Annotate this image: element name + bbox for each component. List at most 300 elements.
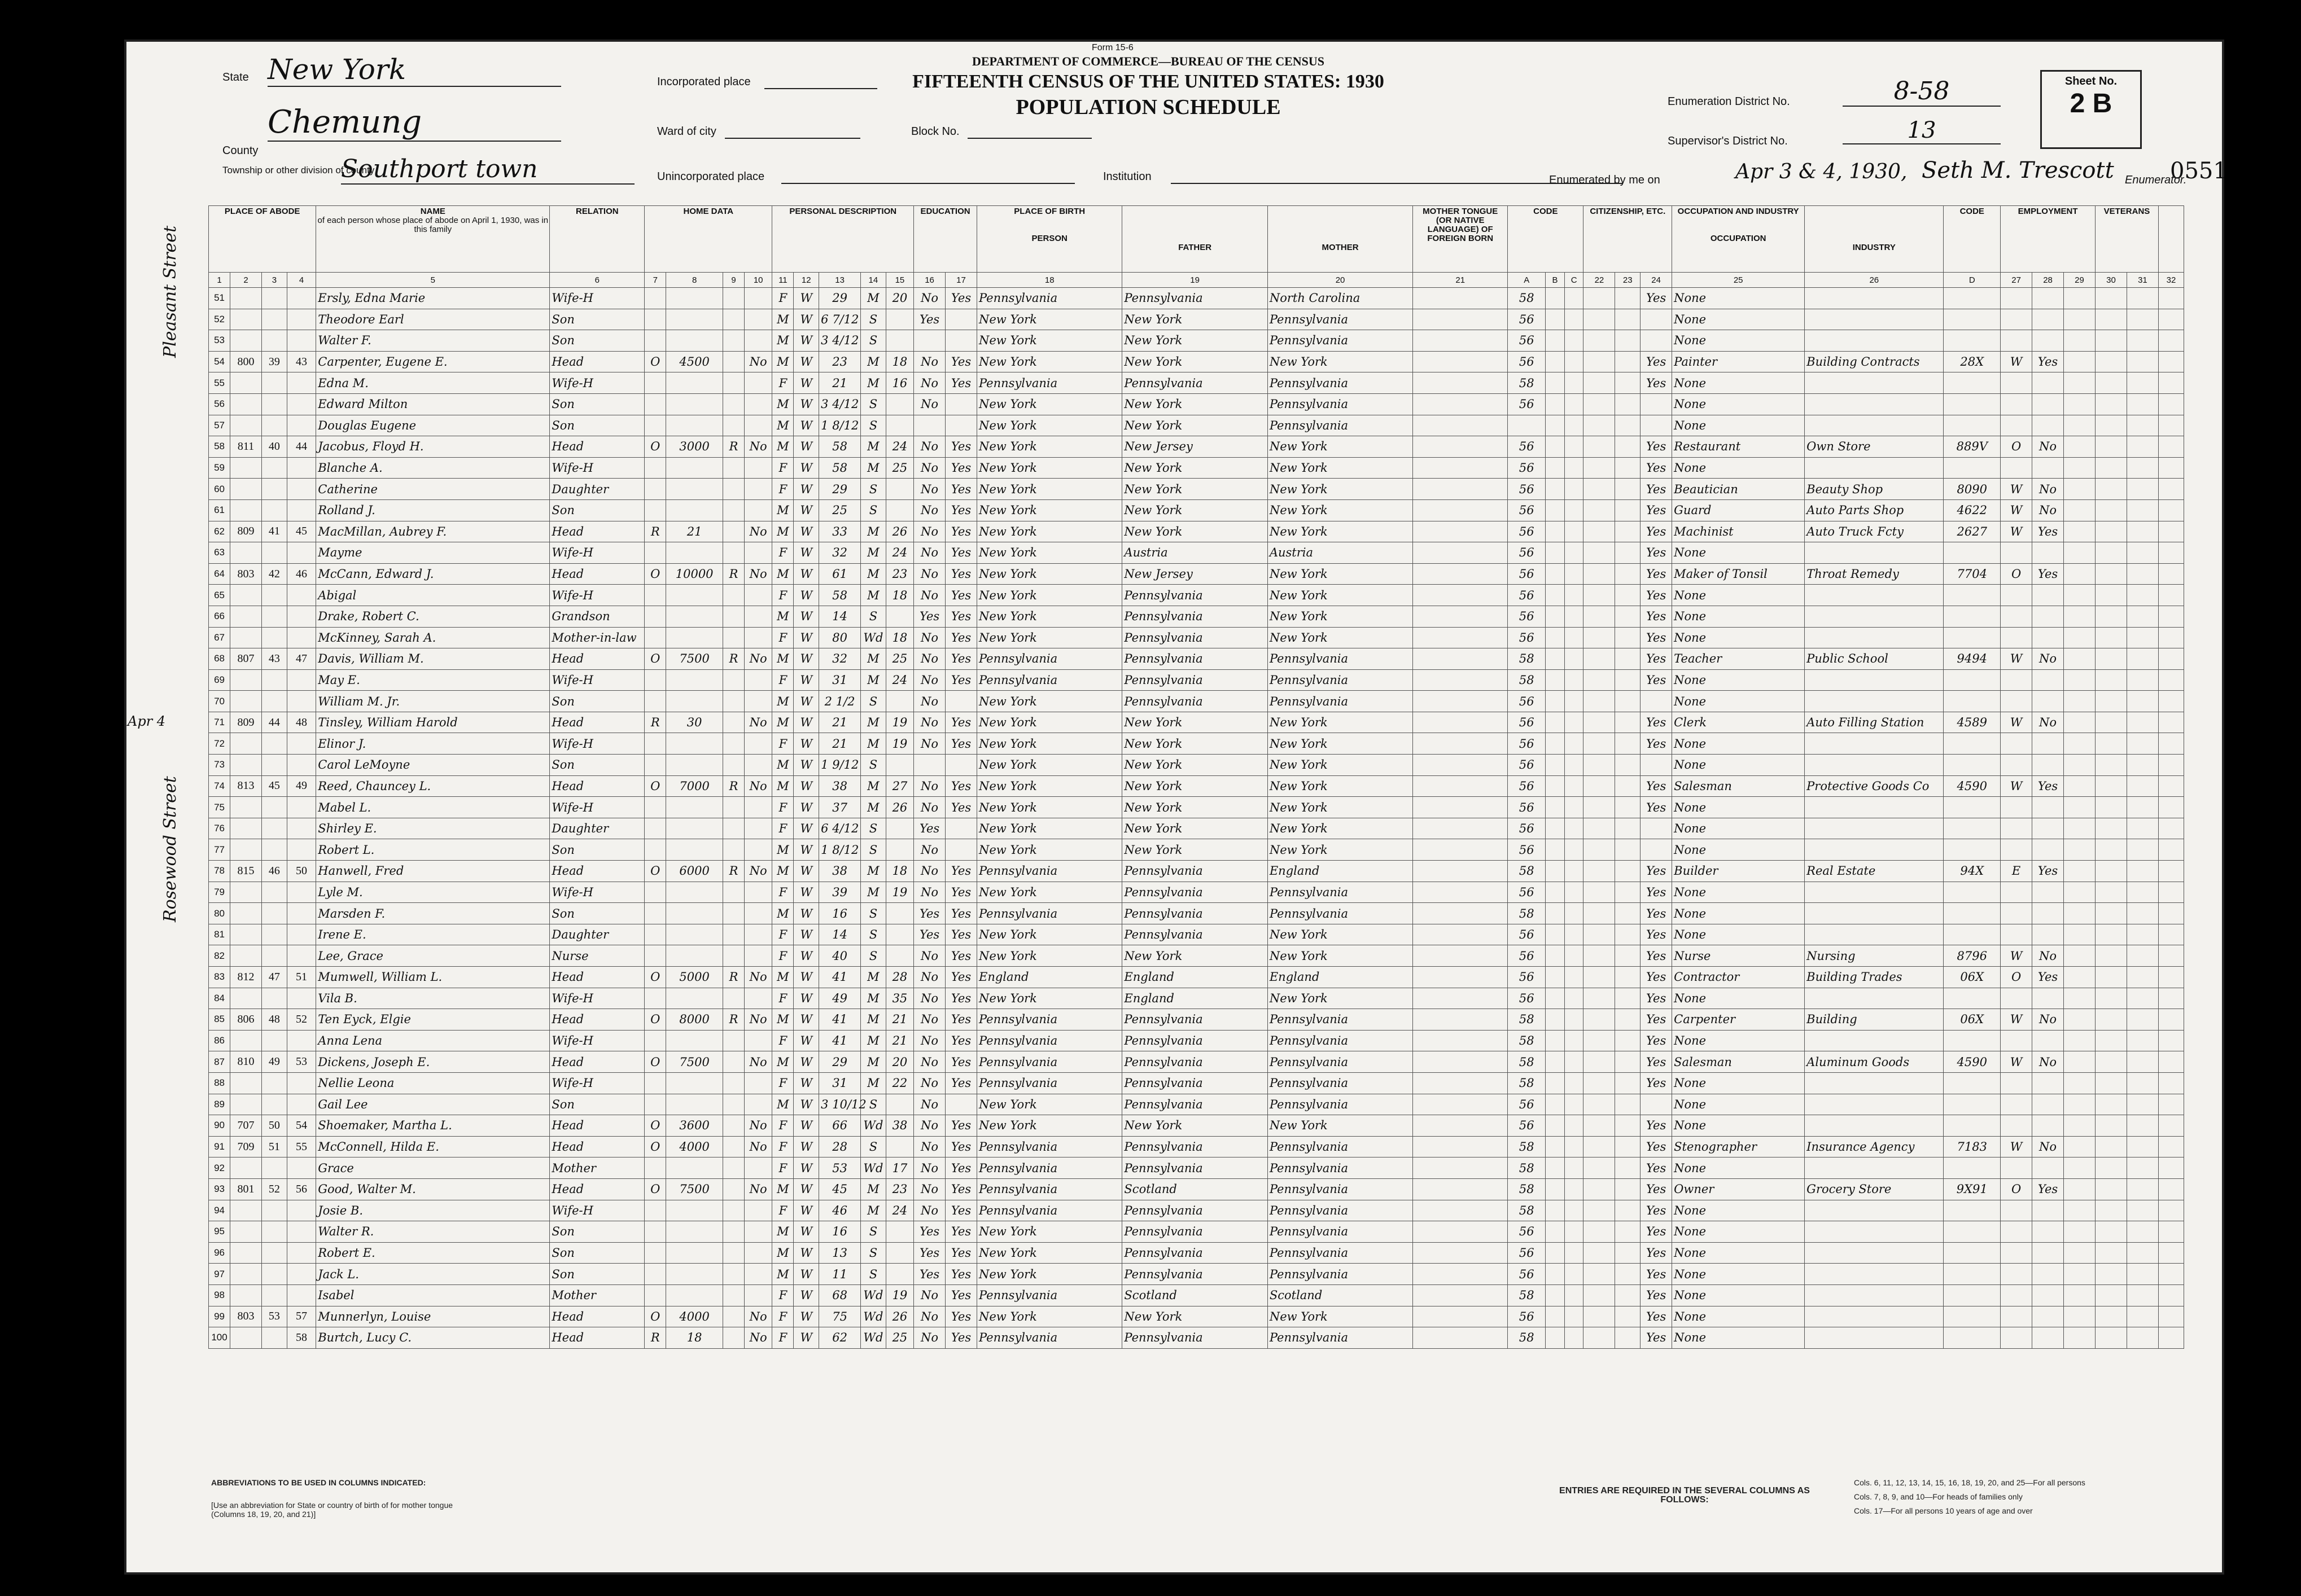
sex-cell: F [772,542,794,564]
column-number: 25 [1672,273,1805,288]
abbrev-note: [Use an abbreviation for State or country of birth of for mother tongue (Columns 18, 19, 20, and 21)] [211,1501,453,1519]
at-work-cell [2032,797,2064,818]
veteran-cell [2096,330,2127,352]
table-row [209,839,2184,861]
race-cell: W [794,1264,819,1285]
home-value-cell [666,945,723,967]
farm-schedule-cell [2158,1306,2184,1327]
age-cell: 53 [819,1157,861,1179]
house-number-cell: 809 [230,521,262,542]
industry-cell: Grocery Store [1805,1178,1944,1200]
birthplace-mother-cell: Scotland [1267,1284,1412,1306]
birthplace-father-cell: Pennsylvania [1122,1221,1267,1243]
industry-cell [1805,1115,1944,1137]
home-owned-cell [645,627,666,648]
immigration-year-cell [1583,542,1615,564]
marital-status-cell: S [861,755,886,776]
school-attendance-cell: Yes [914,1221,946,1243]
birthplace-father-cell: New York [1122,457,1267,479]
dwelling-number-cell [262,393,287,415]
birthplace-mother-cell: New York [1267,436,1412,458]
unemployment-cell [2064,1115,2096,1137]
immigration-year-cell [1583,839,1615,861]
line-number: 77 [209,839,230,861]
code-b-cell [1546,1306,1565,1327]
read-write-cell: Yes [946,1136,977,1157]
veteran-cell [2096,945,2127,967]
race-cell: W [794,1200,819,1221]
age-at-marriage-cell: 19 [886,712,913,733]
speaks-english-cell: Yes [1641,351,1672,372]
sex-cell: F [772,945,794,967]
naturalization-cell [1615,1284,1641,1306]
veteran-cell [2096,1136,2127,1157]
marital-status-cell: M [861,288,886,309]
birthplace-father-cell: New York [1122,755,1267,776]
mother-tongue-cell [1413,563,1508,585]
employment-header: EMPLOYMENT [2001,206,2096,273]
occupation-code-cell [1944,988,2001,1009]
age-cell: 41 [819,1009,861,1031]
column-number: 23 [1615,273,1641,288]
dwelling-number-cell [262,1030,287,1051]
birthplace-mother-cell: Pennsylvania [1267,1242,1412,1264]
birthplace-mother-cell: New York [1267,988,1412,1009]
table-row [209,988,2184,1009]
birthplace-person-cell: Pennsylvania [977,372,1122,394]
occupation-code-cell [1944,542,2001,564]
family-number-cell [287,903,316,924]
veteran-cell [2096,924,2127,945]
marital-status-cell: M [861,1009,886,1031]
table-row [209,436,2184,458]
immigration-year-cell [1583,457,1615,479]
age-at-marriage-cell [886,945,913,967]
code-c-cell [1564,1200,1583,1221]
person-name-cell: Shirley E. [316,818,550,839]
house-number-cell [230,1284,262,1306]
farm-schedule-cell [2158,818,2184,839]
school-attendance-cell: No [914,967,946,988]
farm-cell: No [745,351,772,372]
code-c-cell [1564,585,1583,606]
dwelling-number-cell [262,1242,287,1264]
birthplace-mother-cell: New York [1267,585,1412,606]
age-cell: 38 [819,775,861,797]
immigration-year-cell [1583,775,1615,797]
speaks-english-cell [1641,330,1672,352]
farm-cell [745,903,772,924]
war-cell [2127,1306,2158,1327]
occupation-cell: None [1672,1221,1805,1243]
radio-cell [723,1200,745,1221]
home-value-cell [666,1157,723,1179]
home-value-cell [666,818,723,839]
person-name-cell: Burtch, Lucy C. [316,1327,550,1349]
class-of-worker-cell [2001,1030,2032,1051]
occupation-code-cell [1944,839,2001,861]
war-cell [2127,1200,2158,1221]
veteran-cell [2096,1242,2127,1264]
sex-cell: F [772,479,794,500]
birthplace-person-cell: New York [977,1115,1122,1137]
house-number-cell: 811 [230,436,262,458]
age-cell: 29 [819,1051,861,1073]
radio-cell: R [723,1009,745,1031]
line-number: 65 [209,585,230,606]
farm-cell [745,1264,772,1285]
family-number-cell [287,457,316,479]
code-c-cell [1564,563,1583,585]
home-owned-cell: R [645,521,666,542]
age-cell: 37 [819,797,861,818]
house-number-cell: 800 [230,351,262,372]
class-of-worker-cell [2001,372,2032,394]
occupation-code-cell: 2627 [1944,521,2001,542]
birthplace-mother-cell: Pennsylvania [1267,1200,1412,1221]
speaks-english-cell [1641,393,1672,415]
table-row [209,521,2184,542]
occupation-code-cell: 28X [1944,351,2001,372]
birthplace-mother-cell: New York [1267,479,1412,500]
radio-cell [723,669,745,691]
marital-status-cell: S [861,309,886,330]
code-b-cell [1546,1327,1565,1349]
birthplace-person-cell: Pennsylvania [977,903,1122,924]
code-a-cell: 58 [1508,669,1546,691]
read-write-cell: Yes [946,499,977,521]
at-work-cell [2032,1221,2064,1243]
unemployment-cell [2064,882,2096,903]
read-write-cell: Yes [946,1115,977,1137]
home-owned-cell: O [645,1306,666,1327]
immigration-year-cell [1583,1306,1615,1327]
line-number: 55 [209,372,230,394]
war-cell [2127,669,2158,691]
birthplace-mother-cell: Pennsylvania [1267,691,1412,712]
family-number-cell [287,797,316,818]
industry-cell [1805,1157,1944,1179]
home-value-cell [666,797,723,818]
relation-cell: Wife-H [550,372,645,394]
race-cell: W [794,415,819,436]
race-cell: W [794,755,819,776]
war-cell [2127,1178,2158,1200]
unemployment-cell [2064,924,2096,945]
industry-cell [1805,309,1944,330]
mother-tongue-cell [1413,1327,1508,1349]
home-value-cell: 10000 [666,563,723,585]
line-number: 52 [209,309,230,330]
code-c-cell [1564,669,1583,691]
relation-cell: Wife-H [550,797,645,818]
line-number: 85 [209,1009,230,1031]
mother-tongue-cell [1413,521,1508,542]
marital-status-cell: M [861,861,886,882]
race-cell: W [794,712,819,733]
code-c-cell [1564,733,1583,755]
war-cell [2127,1221,2158,1243]
occupation-cell: None [1672,818,1805,839]
war-cell [2127,882,2158,903]
farm-cell: No [745,521,772,542]
code-b-cell [1546,775,1565,797]
race-cell: W [794,436,819,458]
immigration-year-cell [1583,1221,1615,1243]
mother-tongue-cell [1413,436,1508,458]
code-c-cell [1564,775,1583,797]
radio-cell [723,1264,745,1285]
code-a-cell: 58 [1508,1072,1546,1094]
naturalization-cell [1615,499,1641,521]
age-cell: 66 [819,1115,861,1137]
house-number-cell [230,882,262,903]
home-owned-cell: R [645,712,666,733]
family-number-cell: 49 [287,775,316,797]
line-number: 67 [209,627,230,648]
relation-cell: Head [550,521,645,542]
code-b-cell [1546,330,1565,352]
radio-cell [723,351,745,372]
industry-cell [1805,839,1944,861]
immigration-year-cell [1583,436,1615,458]
industry-cell: Public School [1805,648,1944,670]
home-value-cell [666,372,723,394]
person-subheader: PERSON [1031,234,1068,243]
birthplace-person-cell: New York [977,1242,1122,1264]
speaks-english-cell [1641,691,1672,712]
father-subheader: FATHER [1178,243,1212,252]
birthplace-mother-cell: Pennsylvania [1267,415,1412,436]
immigration-year-cell [1583,330,1615,352]
person-name-cell: Marsden F. [316,903,550,924]
race-cell: W [794,1030,819,1051]
home-value-cell [666,1221,723,1243]
marital-status-cell: S [861,924,886,945]
line-number: 82 [209,945,230,967]
age-cell: 14 [819,924,861,945]
school-attendance-cell: Yes [914,903,946,924]
supervisor-value: 13 [1843,117,2001,144]
farm-schedule-cell [2158,839,2184,861]
birthplace-father-cell: Pennsylvania [1122,1200,1267,1221]
occupation-code-cell: 9494 [1944,648,2001,670]
naturalization-cell [1615,1030,1641,1051]
birthplace-person-cell: Pennsylvania [977,1136,1122,1157]
naturalization-cell [1615,1264,1641,1285]
ward-label: Ward of city [657,125,716,138]
farm-schedule-cell [2158,585,2184,606]
dwelling-number-cell [262,924,287,945]
table-row [209,1284,2184,1306]
mother-tongue-cell [1413,1157,1508,1179]
person-name-cell: Nellie Leona [316,1072,550,1094]
unemployment-cell [2064,606,2096,627]
age-cell: 41 [819,967,861,988]
birthplace-father-cell: Pennsylvania [1122,924,1267,945]
home-value-cell [666,1264,723,1285]
code-a-cell: 56 [1508,1221,1546,1243]
unemployment-cell [2064,1221,2096,1243]
race-cell: W [794,457,819,479]
marital-status-cell: M [861,585,886,606]
column-number: 3 [262,273,287,288]
unemployment-cell [2064,457,2096,479]
war-cell [2127,627,2158,648]
birthplace-mother-cell: New York [1267,1306,1412,1327]
unemployment-cell [2064,988,2096,1009]
radio-cell [723,1072,745,1094]
relation-cell: Wife-H [550,1030,645,1051]
birthplace-mother-cell: Pennsylvania [1267,1030,1412,1051]
class-of-worker-cell [2001,1264,2032,1285]
unemployment-cell [2064,1136,2096,1157]
birthplace-person-cell: England [977,967,1122,988]
read-write-cell: Yes [946,606,977,627]
naturalization-cell [1615,415,1641,436]
speaks-english-cell: Yes [1641,288,1672,309]
radio-cell [723,839,745,861]
line-number: 91 [209,1136,230,1157]
read-write-cell: Yes [946,967,977,988]
occupation-code-cell [1944,1094,2001,1115]
code-c-cell [1564,882,1583,903]
house-number-cell [230,585,262,606]
marital-status-cell: M [861,712,886,733]
column-number: 7 [645,273,666,288]
class-of-worker-cell [2001,585,2032,606]
sex-cell: F [772,1115,794,1137]
class-of-worker-cell [2001,903,2032,924]
veteran-cell [2096,775,2127,797]
veteran-cell [2096,627,2127,648]
person-name-cell: Anna Lena [316,1030,550,1051]
radio-cell: R [723,861,745,882]
code-c-cell [1564,1264,1583,1285]
table-row [209,903,2184,924]
home-owned-cell [645,1242,666,1264]
naturalization-cell [1615,372,1641,394]
code-c-cell [1564,818,1583,839]
code-c-cell [1564,1221,1583,1243]
relation-cell: Wife-H [550,288,645,309]
at-work-cell [2032,415,2064,436]
code-b-cell [1546,479,1565,500]
race-cell: W [794,393,819,415]
column-number: 29 [2064,273,2096,288]
race-cell: W [794,967,819,988]
speaks-english-cell: Yes [1641,988,1672,1009]
home-value-cell: 5000 [666,967,723,988]
class-of-worker-cell: W [2001,1136,2032,1157]
birthplace-mother-cell: New York [1267,563,1412,585]
veteran-cell [2096,1072,2127,1094]
house-number-cell: 810 [230,1051,262,1073]
sex-cell: M [772,861,794,882]
war-cell [2127,1264,2158,1285]
birthplace-mother-cell: Pennsylvania [1267,393,1412,415]
mother-tongue-cell [1413,479,1508,500]
farm-cell [745,415,772,436]
class-of-worker-cell [2001,1115,2032,1137]
birthplace-mother-cell: England [1267,967,1412,988]
war-cell [2127,1327,2158,1349]
naturalization-cell [1615,1221,1641,1243]
radio-cell: R [723,775,745,797]
birthplace-person-cell: Pennsylvania [977,669,1122,691]
code-a-cell: 56 [1508,924,1546,945]
at-work-cell: Yes [2032,775,2064,797]
code-header: CODE [1508,206,1583,273]
unemployment-cell [2064,669,2096,691]
birthplace-mother-cell: Pennsylvania [1267,330,1412,352]
birthplace-father-cell: Pennsylvania [1122,882,1267,903]
radio-cell [723,393,745,415]
naturalization-cell [1615,775,1641,797]
sex-cell: M [772,691,794,712]
naturalization-cell [1615,1051,1641,1073]
unemployment-cell [2064,755,2096,776]
home-value-cell [666,988,723,1009]
home-value-cell [666,1242,723,1264]
code-a-cell: 56 [1508,479,1546,500]
margin-date-note: Apr 4 [128,713,166,729]
immigration-year-cell [1583,1115,1615,1137]
naturalization-cell [1615,288,1641,309]
farm-cell: No [745,1009,772,1031]
class-of-worker-cell [2001,733,2032,755]
veteran-cell [2096,563,2127,585]
unemployment-cell [2064,542,2096,564]
birthplace-father-cell: New York [1122,945,1267,967]
line-number: 93 [209,1178,230,1200]
marital-status-cell: M [861,436,886,458]
immigration-year-cell [1583,479,1615,500]
family-number-cell [287,945,316,967]
naturalization-cell [1615,563,1641,585]
dwelling-number-cell: 48 [262,1009,287,1031]
age-at-marriage-cell [886,924,913,945]
supervisor-label: Supervisor's District No. [1668,135,1788,147]
farm-cell [745,457,772,479]
house-number-cell [230,755,262,776]
house-number-cell [230,288,262,309]
veteran-cell [2096,457,2127,479]
family-number-cell [287,585,316,606]
immigration-year-cell [1583,1051,1615,1073]
person-header [977,206,1122,273]
marital-status-cell: S [861,818,886,839]
industry-cell: Auto Parts Shop [1805,499,1944,521]
relation-cell: Head [550,1051,645,1073]
code-b-cell [1546,457,1565,479]
line-number: 94 [209,1200,230,1221]
naturalization-cell [1615,1072,1641,1094]
column-number: B [1546,273,1565,288]
family-number-cell: 57 [287,1306,316,1327]
school-attendance-cell: No [914,733,946,755]
at-work-cell: Yes [2032,861,2064,882]
unemployment-cell [2064,351,2096,372]
relation-cell: Mother [550,1157,645,1179]
relation-cell: Head [550,1178,645,1200]
at-work-cell [2032,542,2064,564]
occupation-cell: None [1672,1242,1805,1264]
read-write-cell: Yes [946,372,977,394]
war-cell [2127,436,2158,458]
radio-cell [723,606,745,627]
class-of-worker-cell [2001,1157,2032,1179]
